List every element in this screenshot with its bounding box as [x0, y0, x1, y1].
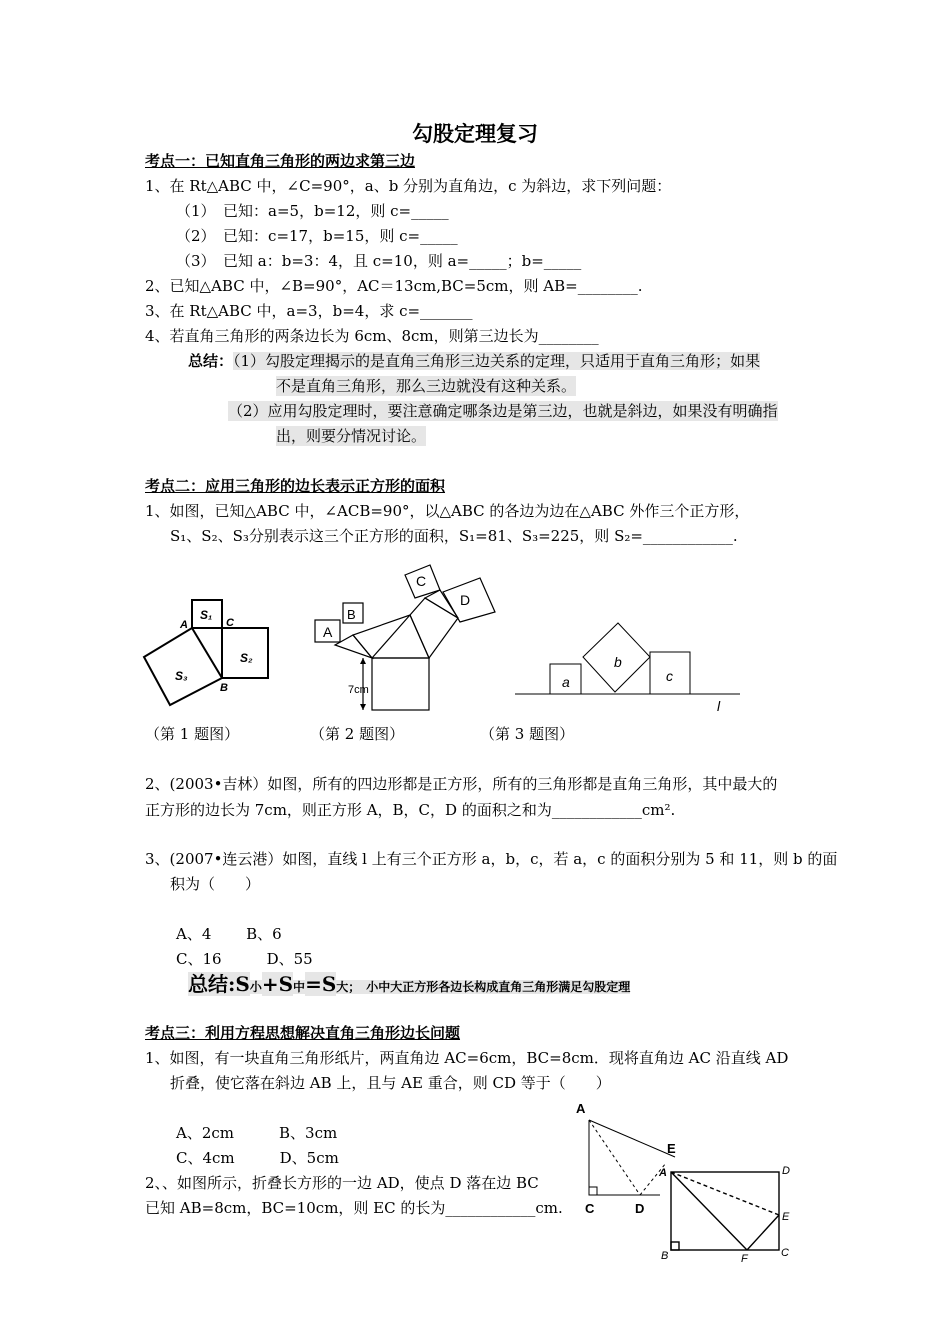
fig1-s3: S₃ — [175, 669, 188, 683]
s1-q1b: （2） 已知：c=17，b=15，则 c=_____ — [176, 227, 458, 245]
fig2-label-c: C — [416, 573, 427, 589]
s1-summary-2a: （2）应用勾股定理时，要注意确定哪条边是第三边，也就是斜边，如果没有明确指 — [228, 402, 778, 420]
fig4-label-a: A — [576, 1101, 586, 1116]
sum-small-1: 小 — [249, 980, 262, 994]
caption-fig1: （第 1 题图） — [145, 725, 240, 743]
page-title: 勾股定理复习 — [412, 121, 538, 146]
s3-q1-options-2: C、4cm D、5cm — [176, 1149, 339, 1167]
caption-fig2: （第 2 题图） — [310, 725, 405, 743]
fig2-length: 7cm — [348, 684, 369, 696]
fig2-label-b: B — [347, 607, 356, 622]
sum-eq: =S — [305, 972, 337, 996]
fig5-label-c: C — [781, 1247, 789, 1259]
fig1-label-a: A — [180, 619, 188, 631]
s3-q1-options-1: A、2cm B、3cm — [176, 1124, 338, 1142]
s2-summary — [188, 970, 630, 1001]
fig1-s2: S₂ — [240, 651, 253, 665]
s2-q2b: 正方形的边长为 7cm，则正方形 A，B，C，D 的面积之和为____________cm². — [145, 801, 676, 819]
figure-2 — [310, 560, 510, 715]
fig2-label-a: A — [323, 624, 333, 640]
fig5-label-b: B — [661, 1250, 669, 1262]
s2-q1b: S₁、S₂、S₃分别表示这三个正方形的面积，S₁=81、S₃=225，则 S₂=____________. — [170, 527, 738, 545]
s3-q2a: 2、、如图所示，折叠长方形的一边 AD，使点 D 落在边 BC — [145, 1174, 539, 1192]
fig2-label-d: D — [460, 592, 471, 608]
s1-q1: 1、在 Rt△ABC 中，∠C=90°，a、b 分别为直角边，c 为斜边，求下列问题： — [145, 177, 672, 195]
summary-text-1a: （1）勾股定理揭示的是直角三角形三边关系的定理，只适用于直角三角形；如果 — [233, 352, 761, 370]
sum-plus: +S — [261, 972, 294, 996]
fig3-label-l: l — [717, 698, 721, 714]
s1-q2: 2、已知△ABC 中，∠B=90°，AC＝13cm,BC=5cm，则 AB=________. — [145, 277, 643, 295]
section-2-heading: 考点二：应用三角形的边长表示正方形的面积 — [145, 477, 446, 495]
fig4-label-d: D — [635, 1201, 645, 1216]
s3-q1b: 折叠，使它落在斜边 AB 上，且与 AE 重合，则 CD 等于（ ） — [170, 1074, 611, 1092]
s1-q1c: （3） 已知 a：b=3：4，且 c=10，则 a=_____；b=_____ — [176, 252, 582, 270]
s2-q2a: 2、(2003•吉林）如图，所有的四边形都是正方形，所有的三角形都是直角三角形，其中最大的 — [145, 775, 778, 793]
fig3-label-a: a — [562, 674, 570, 690]
s2-q3-options-1: A、4 B、6 — [176, 925, 282, 943]
fig1-s1: S₁ — [200, 608, 213, 622]
fig3-label-b: b — [614, 654, 622, 670]
s1-summary-1a — [188, 351, 760, 371]
s1-q1a: （1） 已知：a=5，b=12，则 c=_____ — [176, 202, 449, 220]
s1-summary-2b: 出，则要分情况讨论。 — [276, 427, 427, 445]
fig5-label-f: F — [741, 1253, 748, 1265]
s2-q3-options-2: C、16 D、55 — [176, 950, 313, 968]
sum-small-3: 大 — [336, 980, 349, 994]
s1-q4: 4、若直角三角形的两条边长为 6cm、8cm，则第三边长为________ — [145, 327, 599, 345]
s2-q3b: 积为（ ） — [170, 875, 261, 893]
fig5-label-e: E — [782, 1211, 790, 1223]
s1-summary-1b: 不是直角三角形，那么三边就没有这种关系。 — [276, 377, 577, 395]
s1-q3: 3、在 Rt△ABC 中，a=3，b=4，求 c=_______ — [145, 302, 473, 320]
section-1-heading: 考点一：已知直角三角形的两边求第三边 — [145, 152, 416, 170]
fig4-label-c: C — [585, 1201, 595, 1216]
fig5-label-a: A — [659, 1167, 667, 1179]
fig1-label-b: B — [220, 682, 228, 694]
summary-label: 总结： — [188, 352, 234, 370]
sum-small-2: 中 — [293, 980, 306, 994]
s2-q3a: 3、(2007•连云港）如图，直线 l 上有三个正方形 a，b，c，若 a，c 的面积分别为 5 和 11，则 b 的面 — [145, 850, 838, 868]
sum-big-1: 总结:S — [188, 972, 250, 996]
s3-q2b: 已知 AB=8cm，BC=10cm，则 EC 的长为____________cm. — [145, 1199, 563, 1217]
s2-q1a: 1、如图，已知△ABC 中，∠ACB=90°，以△ABC 的各边为边在△ABC 外作三个正方形， — [145, 502, 750, 520]
fig3-label-c: c — [666, 668, 673, 684]
section-3-heading: 考点三：利用方程思想解决直角三角形边长问题 — [145, 1024, 461, 1042]
s3-q1a: 1、如图，有一块直角三角形纸片，两直角边 AC=6cm，BC=8cm．现将直角边 AC 沿直线 AD — [145, 1049, 789, 1067]
fig4-label-e: E — [667, 1141, 676, 1156]
sum-tail: ； 小中大正方形各边长构成直角三角形满足勾股定理 — [348, 980, 631, 994]
figure-5 — [655, 1160, 800, 1265]
figure-1 — [140, 595, 280, 710]
fig5-label-d: D — [782, 1165, 790, 1177]
figure-3 — [510, 615, 750, 715]
fig1-label-c: C — [226, 617, 234, 629]
caption-fig3: （第 3 题图） — [480, 725, 575, 743]
